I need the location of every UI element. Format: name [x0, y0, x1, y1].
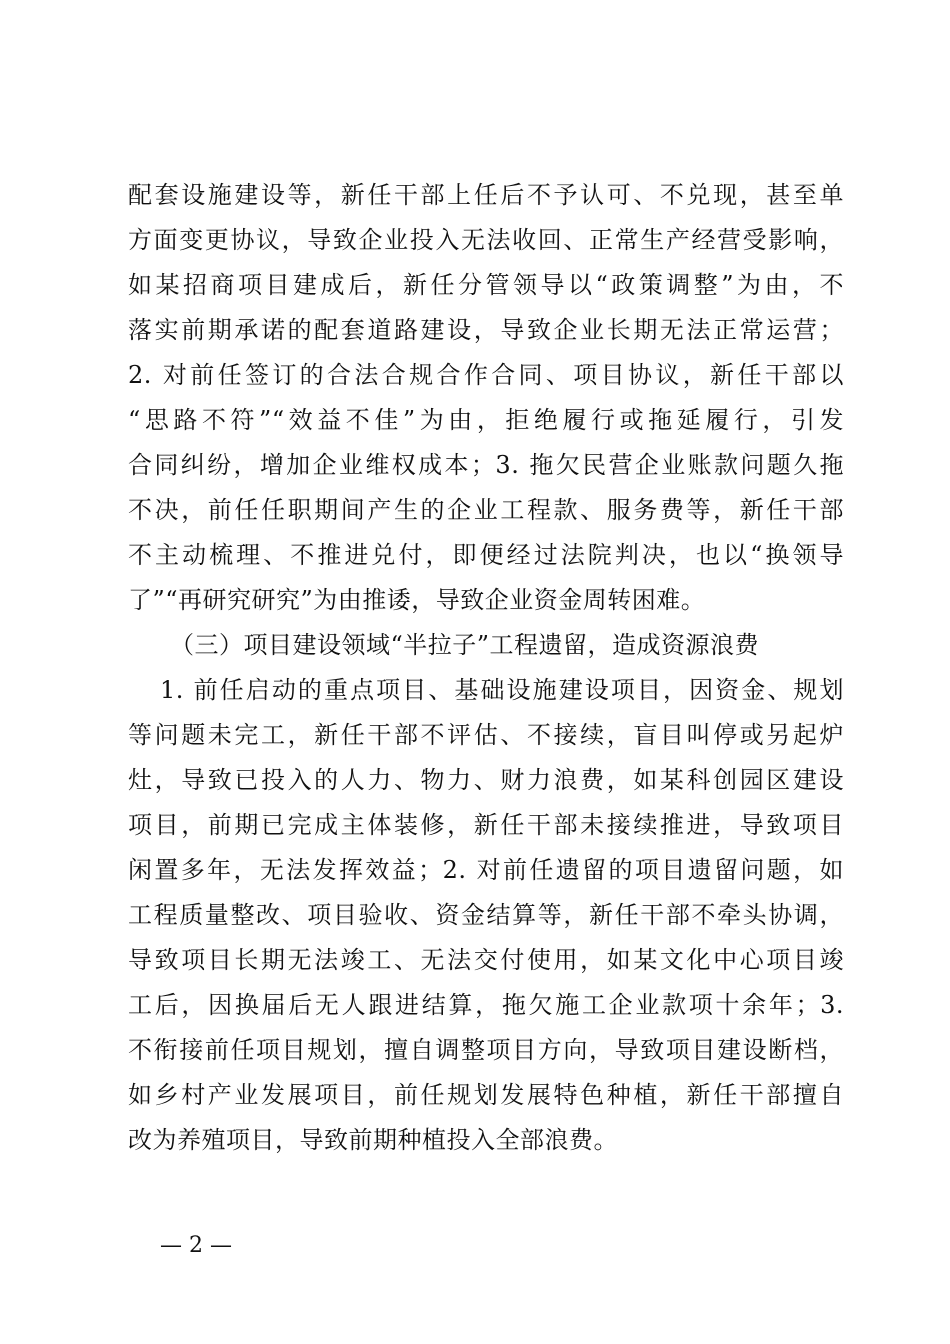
- body-line: 2. 对前任签订的合法合规合作合同、项目协议，新任干部以: [128, 361, 844, 389]
- body-line: 不决，前任任职期间产生的企业工程款、服务费等，新任干部: [128, 496, 844, 524]
- body-line: 工后，因换届后无人跟进结算，拖欠施工企业款项十余年；3.: [128, 991, 844, 1019]
- body-line: 等问题未完工，新任干部不评估、不接续，盲目叫停或另起炉: [128, 721, 844, 749]
- body-line: 合同纠纷，增加企业维权成本；3. 拖欠民营企业账款问题久拖: [128, 451, 844, 479]
- body-line: 如乡村产业发展项目，前任规划发展特色种植，新任干部擅自: [128, 1081, 844, 1109]
- body-line: 工程质量整改、项目验收、资金结算等，新任干部不牵头协调，: [128, 901, 844, 929]
- body-line: 方面变更协议，导致企业投入无法收回、正常生产经营受影响，: [128, 226, 844, 254]
- body-line: 灶，导致已投入的人力、物力、财力浪费，如某科创园区建设: [128, 766, 844, 794]
- body-line: 项目，前期已完成主体装修，新任干部未接续推进，导致项目: [128, 811, 844, 839]
- body-line: 了”“再研究研究”为由推诿，导致企业资金周转困难。: [128, 586, 706, 614]
- body-line: 不衔接前任项目规划，擅自调整项目方向，导致项目建设断档，: [128, 1036, 844, 1064]
- body-line: 改为养殖项目，导致前期种植投入全部浪费。: [128, 1126, 618, 1154]
- body-line: 配套设施建设等，新任干部上任后不予认可、不兑现，甚至单: [128, 181, 844, 209]
- body-line: 闲置多年，无法发挥效益；2. 对前任遗留的项目遗留问题，如: [128, 856, 844, 884]
- page-number: — 2 —: [160, 1233, 232, 1258]
- body-line: “思路不符”“效益不佳”为由，拒绝履行或拖延履行，引发: [128, 406, 844, 434]
- section-heading: （三）项目建设领域“半拉子”工程遗留，造成资源浪费: [170, 631, 760, 659]
- body-line: 不主动梳理、不推进兑付，即便经过法院判决，也以“换领导: [128, 541, 844, 569]
- body-line: 如某招商项目建成后，新任分管领导以“政策调整”为由，不: [128, 271, 844, 299]
- body-line: 1. 前任启动的重点项目、基础设施建设项目，因资金、规划: [160, 676, 844, 704]
- body-line: 落实前期承诺的配套道路建设，导致企业长期无法正常运营；: [128, 316, 844, 344]
- body-line: 导致项目长期无法竣工、无法交付使用，如某文化中心项目竣: [128, 946, 844, 974]
